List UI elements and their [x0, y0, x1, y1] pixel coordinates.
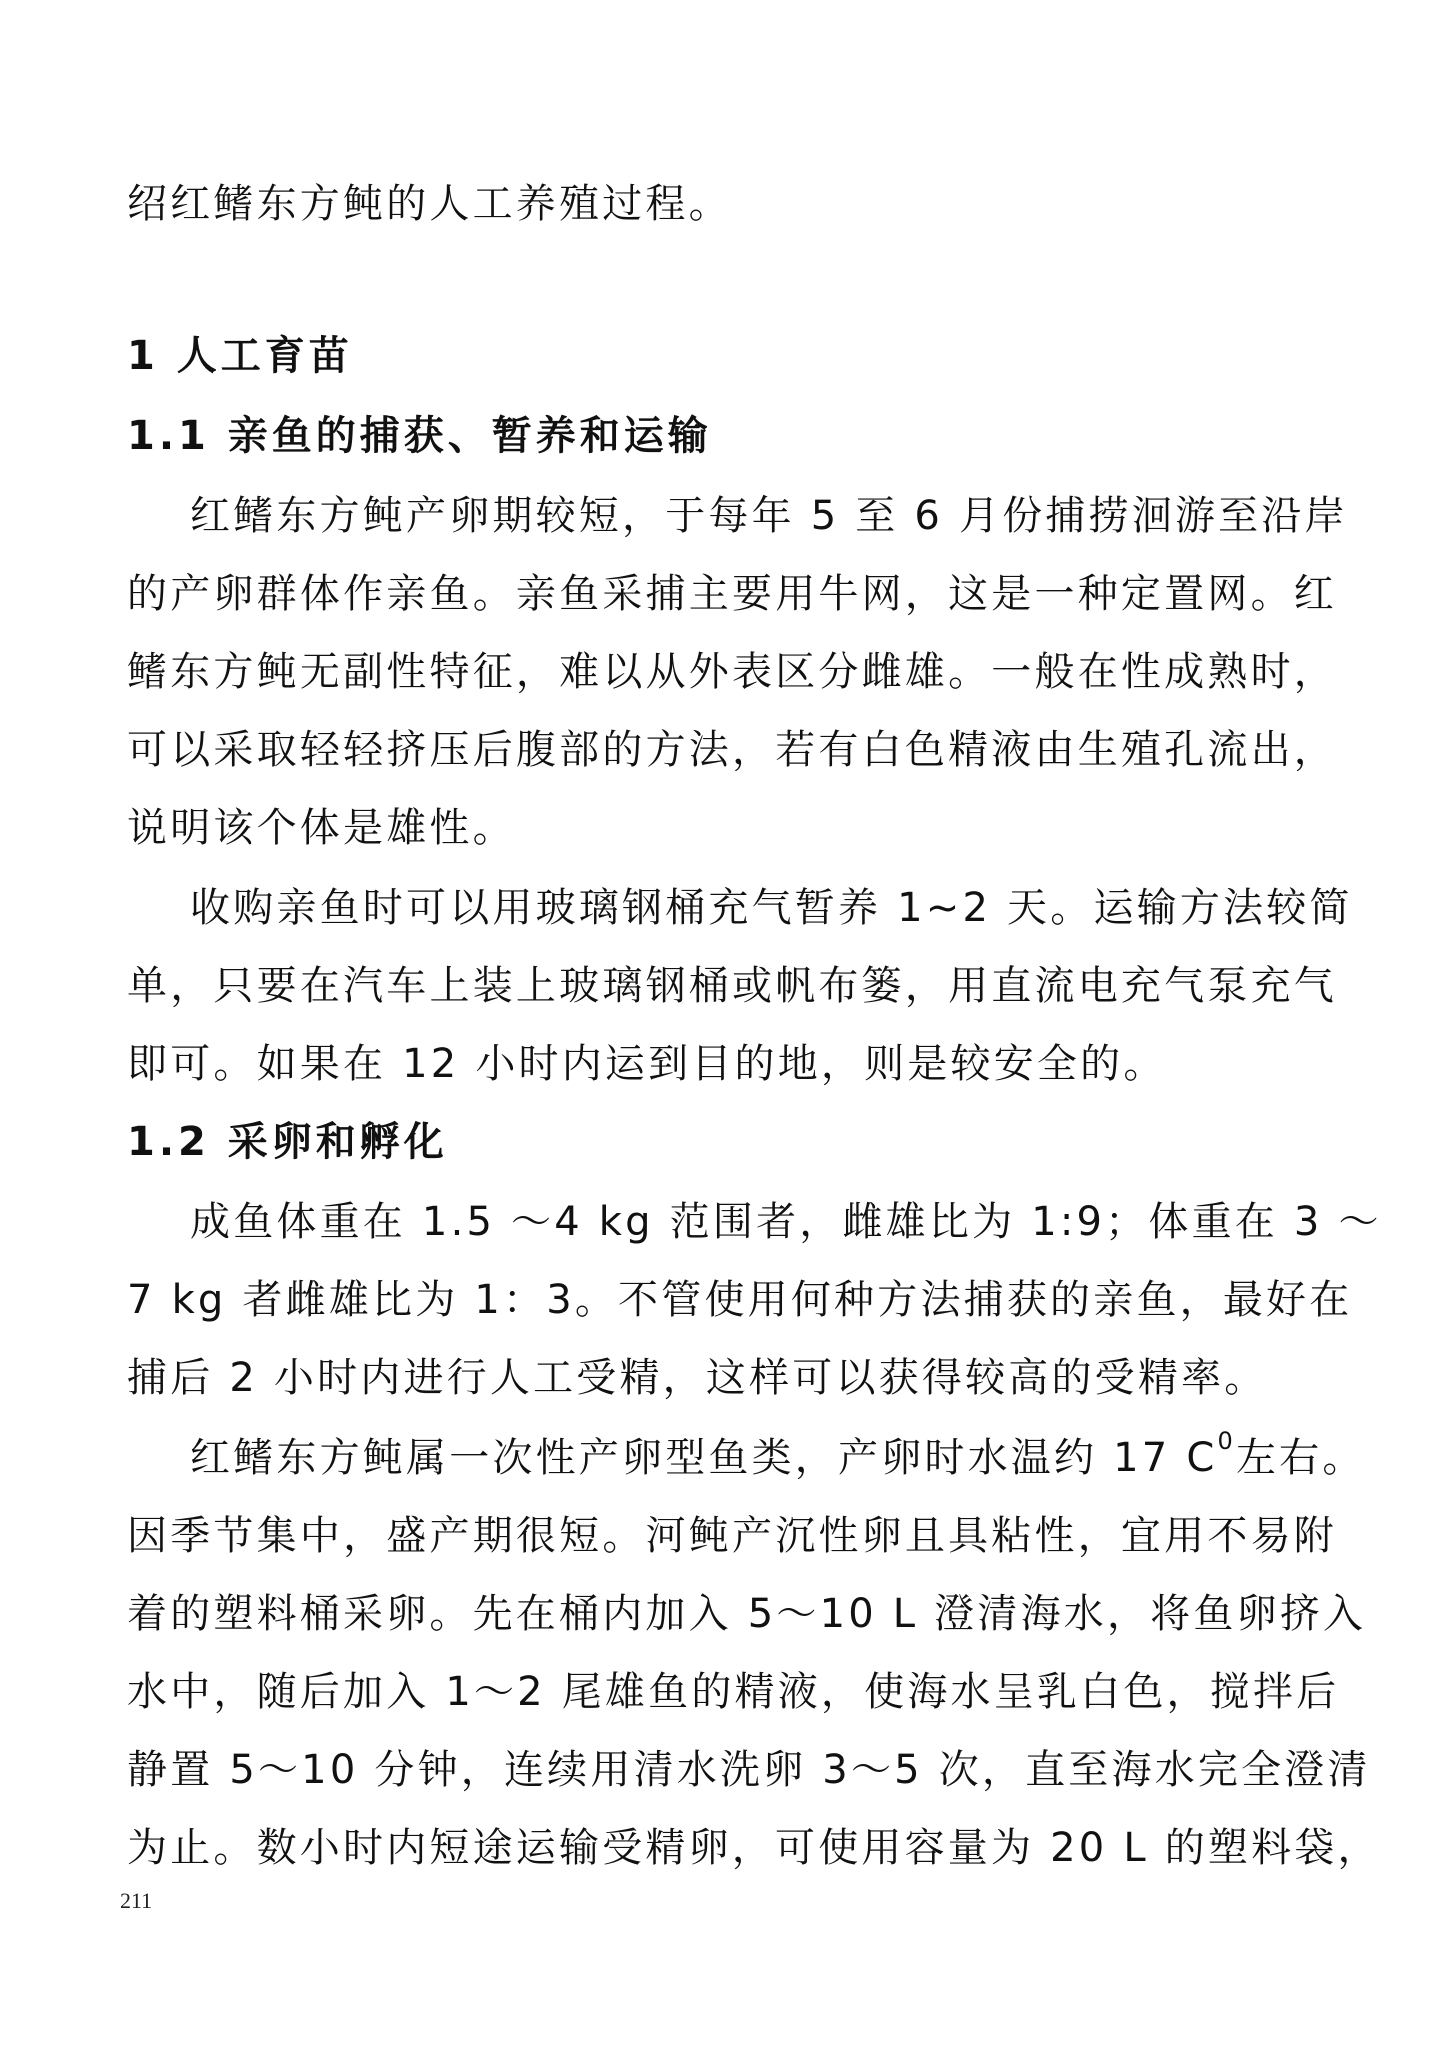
- section-heading: 1 人工育苗: [127, 333, 353, 379]
- paragraph-text: 左右。: [1235, 1435, 1366, 1481]
- paragraph-line: 即可。如果在 12 小时内运到目的地，则是较安全的。: [127, 1041, 1167, 1087]
- superscript: 0: [1217, 1426, 1236, 1455]
- page-number: 211: [120, 1888, 153, 1913]
- paragraph-line: 可以采取轻轻挤压后腹部的方法，若有白色精液由生殖孔流出，: [127, 727, 1337, 773]
- paragraph-line: 着的塑料桶采卵。先在桶内加入 5～10 L 澄清海水，将鱼卵挤入: [127, 1591, 1367, 1637]
- subsection-heading: 1.1 亲鱼的捕获、暂养和运输: [127, 413, 712, 459]
- paragraph-line: 的产卵群体作亲鱼。亲鱼采捕主要用牛网，这是一种定置网。红: [127, 571, 1337, 617]
- paragraph-line: 为止。数小时内短途运输受精卵，可使用容量为 20 L 的塑料袋，: [127, 1825, 1381, 1871]
- paragraph-line: 因季节集中，盛产期很短。河鲀产沉性卵且具粘性，宜用不易附: [127, 1513, 1337, 1559]
- paragraph-line: 单，只要在汽车上装上玻璃钢桶或帆布篓，用直流电充气泵充气: [127, 963, 1337, 1009]
- paragraph-line: 绍红鳍东方鲀的人工养殖过程。: [127, 181, 732, 227]
- paragraph-text: 红鳍东方鲀属一次性产卵型鱼类，产卵时水温约 17 C: [190, 1435, 1218, 1481]
- paragraph-line: 收购亲鱼时可以用玻璃钢桶充气暂养 1~2 天。运输方法较简: [190, 885, 1353, 931]
- paragraph-line: 说明该个体是雄性。: [127, 805, 516, 851]
- paragraph-line: [190, 1426, 1366, 1482]
- subsection-heading: 1.2 采卵和孵化: [127, 1119, 448, 1165]
- paragraph-line: 红鳍东方鲀产卵期较短，于每年 5 至 6 月份捕捞洄游至沿岸: [190, 493, 1348, 539]
- paragraph-line: 7 kg 者雌雄比为 1：3。不管使用何种方法捕获的亲鱼，最好在: [127, 1277, 1353, 1323]
- paragraph-line: 成鱼体重在 1.5 ～4 kg 范围者，雌雄比为 1:9；体重在 3 ～: [190, 1199, 1382, 1245]
- paragraph-line: 水中，随后加入 1～2 尾雄鱼的精液，使海水呈乳白色，搅拌后: [127, 1669, 1340, 1715]
- paragraph-line: 静置 5～10 分钟，连续用清水洗卵 3～5 次，直至海水完全澄清: [127, 1747, 1371, 1793]
- paragraph-line: 捕后 2 小时内进行人工受精，这样可以获得较高的受精率。: [127, 1355, 1268, 1401]
- paragraph-line: 鳍东方鲀无副性特征，难以从外表区分雌雄。一般在性成熟时，: [127, 649, 1337, 695]
